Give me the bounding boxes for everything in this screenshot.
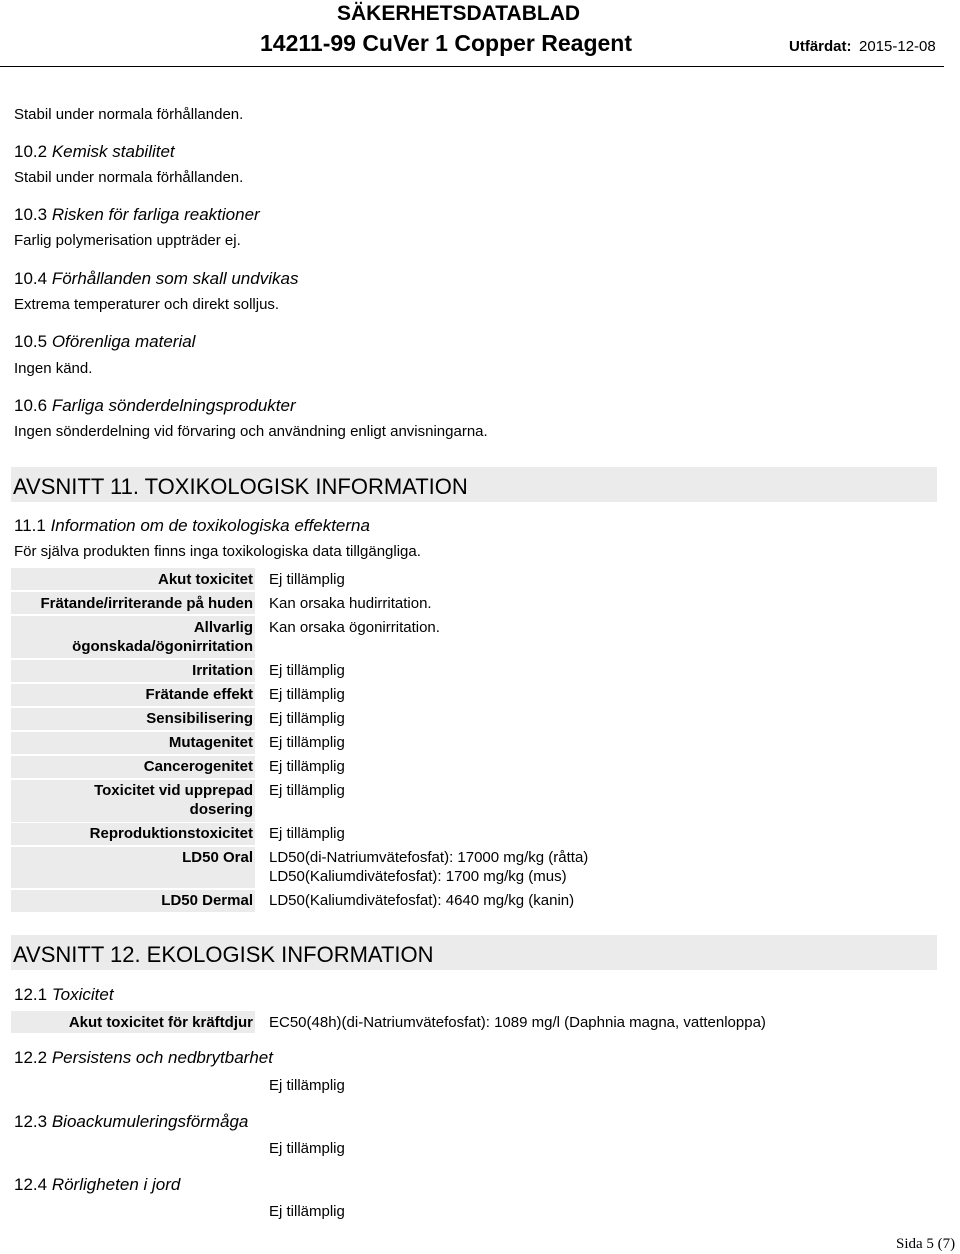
subsection-heading [14,205,260,225]
issued-label: Utfärdat: [789,38,852,55]
subsection-title: Oförenliga material [51,332,196,351]
subsection-number: 10.4 [14,269,48,288]
subsection-value: Ej tillämplig [269,1140,345,1157]
table-value: Kan orsaka hudirritation. [269,595,432,612]
table-label: Akut toxicitet [157,571,253,588]
table-value: Ej tillämplig [269,571,345,588]
table-value: LD50(Kaliumdivätefosfat): 1700 mg/kg (mus) [269,868,567,885]
table-label: Frätande effekt [145,686,253,703]
table-label: Irritation [192,662,253,679]
subsection-number: 12.1 [14,985,48,1004]
subsection-title: Toxicitet [51,985,114,1004]
table-value: Ej tillämplig [269,662,345,679]
subsection-title: Persistens och nedbrytbarhet [51,1048,273,1067]
table-value: Ej tillämplig [269,710,345,727]
subsection-heading [14,396,296,416]
subsection-heading [14,332,195,352]
table-label: Frätande/irriterande på huden [40,595,253,612]
subsection-heading [14,985,114,1005]
subsection-text: Farlig polymerisation uppträder ej. [14,232,241,249]
table-label: dosering [189,801,253,818]
table-label: Mutagenitet [168,734,253,751]
subsection-number: 10.6 [14,396,48,415]
subsection-heading [14,516,370,536]
subsection-title: Rörligheten i jord [51,1175,181,1194]
table-value: Ej tillämplig [269,825,345,842]
subsection-heading [14,142,175,162]
subsection-number: 12.4 [14,1175,48,1194]
table-value: EC50(48h)(di-Natriumvätefosfat): 1089 mg/l (Daphnia magna, vattenloppa) [269,1014,766,1031]
header-rule [0,66,944,67]
table-value: Kan orsaka ögonirritation. [269,619,440,636]
table-label: Reproduktionstoxicitet [89,825,253,842]
table-value: Ej tillämplig [269,758,345,775]
subsection-text: Ingen sönderdelning vid förvaring och användning enligt anvisningarna. [14,423,488,440]
table-label: LD50 Dermal [161,892,253,909]
table-label: LD50 Oral [182,849,253,866]
issued-date: 2015-12-08 [859,38,936,55]
subsection-title: Kemisk stabilitet [51,142,175,161]
subsection-number: 10.3 [14,205,48,224]
table-value: Ej tillämplig [269,686,345,703]
subsection-title: Farliga sönderdelningsprodukter [51,396,296,415]
subsection-heading [14,269,298,289]
table-label: Akut toxicitet för kräftdjur [68,1014,253,1031]
subsection-number: 10.2 [14,142,48,161]
subsection-number: 11.1 [14,516,46,535]
document-type-title: SÄKERHETSDATABLAD [337,2,581,25]
section-12-heading: AVSNITT 12. EKOLOGISK INFORMATION [13,942,434,967]
subsection-text: Stabil under normala förhållanden. [14,169,244,186]
stability-text: Stabil under normala förhållanden. [14,106,244,123]
subsection-title: Information om de toxikologiska effekterna [50,516,370,535]
subsection-text: Extrema temperaturer och direkt solljus. [14,296,280,313]
subsection-heading [14,1112,248,1132]
subsection-heading [14,1175,180,1195]
table-value: Ej tillämplig [269,782,345,799]
subsection-number: 12.3 [14,1112,48,1131]
product-title: 14211-99 CuVer 1 Copper Reagent [260,30,632,56]
section-12-band [11,935,937,970]
table-value: Ej tillämplig [269,734,345,751]
table-label: ögonskada/ögonirritation [72,638,253,655]
subsection-value: Ej tillämplig [269,1203,345,1220]
section-11-heading: AVSNITT 11. TOXIKOLOGISK INFORMATION [13,474,468,499]
subsection-number: 12.2 [14,1048,48,1067]
table-label: Toxicitet vid upprepad [94,782,253,799]
section-11-band [11,467,937,502]
no-data-text: För själva produkten finns inga toxikologiska data tillgängliga. [14,543,421,560]
table-value: LD50(Kaliumdivätefosfat): 4640 mg/kg (kanin) [269,892,575,909]
subsection-text: Ingen känd. [14,360,93,377]
subsection-number: 10.5 [14,332,48,351]
subsection-title: Bioackumuleringsförmåga [51,1112,249,1131]
table-value: LD50(di-Natriumvätefosfat): 17000 mg/kg (råtta) [269,849,589,866]
page-number: Sida 5 (7) [896,1236,956,1252]
subsection-title: Förhållanden som skall undvikas [51,269,299,288]
subsection-value: Ej tillämplig [269,1077,345,1094]
table-label: Cancerogenitet [143,758,253,775]
table-label: Allvarlig [193,619,253,636]
table-label: Sensibilisering [146,710,253,727]
subsection-heading [14,1048,273,1068]
subsection-title: Risken för farliga reaktioner [51,205,260,224]
